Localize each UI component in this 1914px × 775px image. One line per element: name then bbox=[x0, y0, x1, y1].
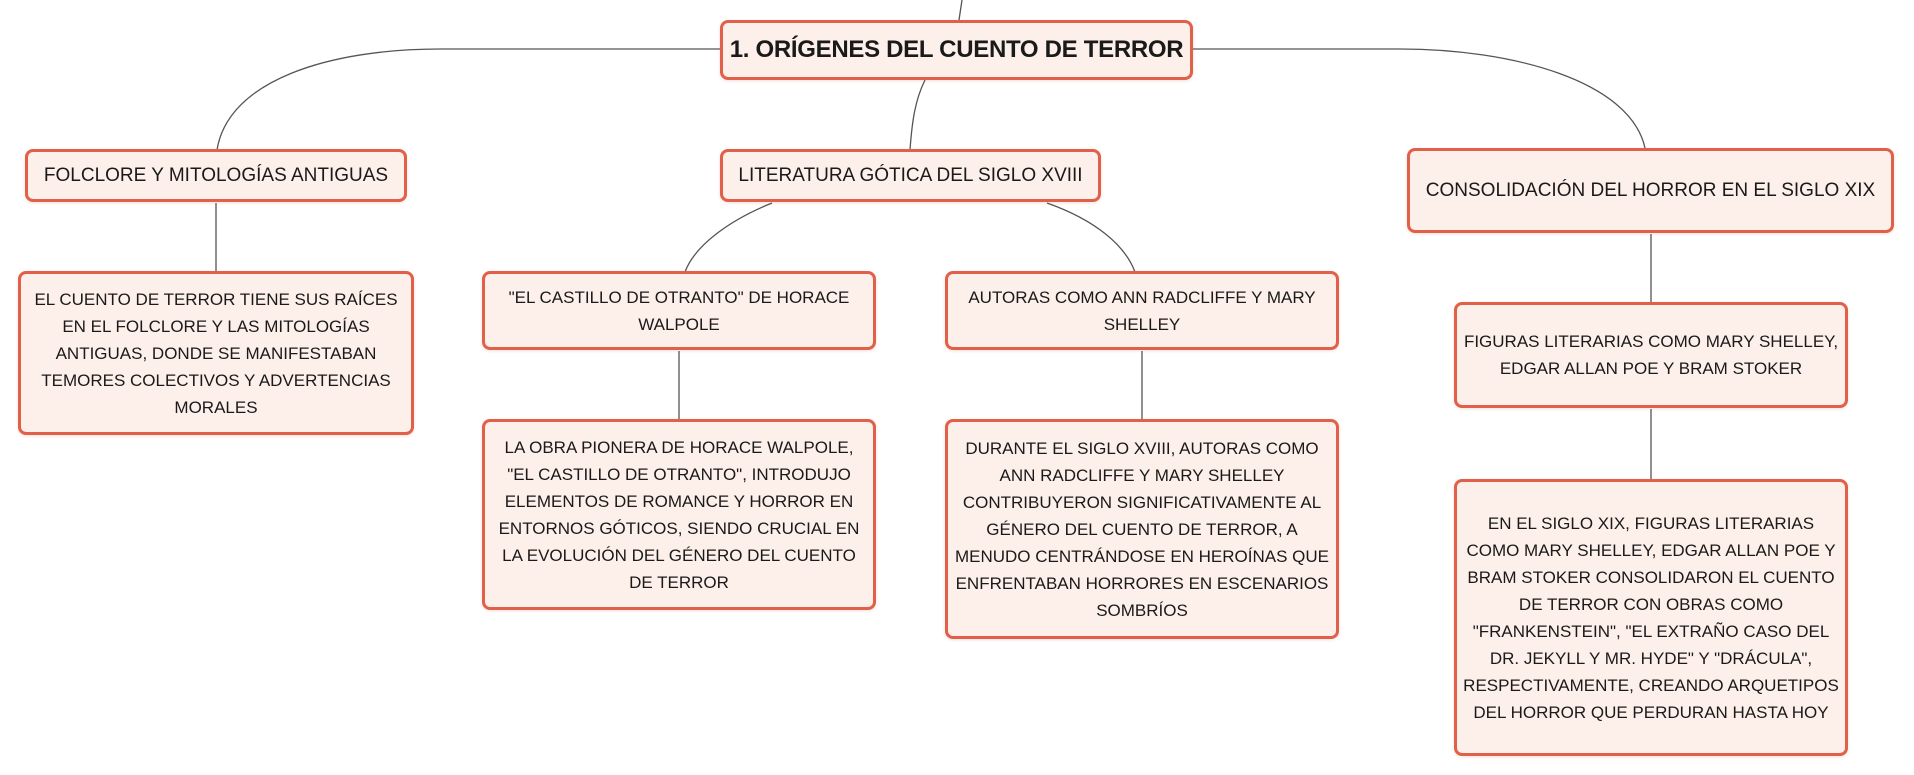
subtopic-node-label: FIGURAS LITERARIAS COMO MARY SHELLEY, EDGAR ALLAN POE Y BRAM STOKER bbox=[1463, 332, 1839, 378]
topic-node-label: FOLCLORE Y MITOLOGÍAS ANTIGUAS bbox=[43, 164, 389, 186]
topic-node-folclore[interactable] bbox=[25, 149, 407, 202]
detail-node-text: EL CUENTO DE TERROR TIENE SUS RAÍCES EN EL FOLCLORE Y LAS MITOLOGÍAS ANTIGUAS, DONDE SE MANIFESTABAN TEMORES COLECTIVOS Y ADVERTENCIAS MORALES bbox=[34, 289, 398, 417]
subtopic-node-otranto[interactable] bbox=[482, 271, 876, 350]
detail-node-text: EN EL SIGLO XIX, FIGURAS LITERARIAS COMO MARY SHELLEY, EDGAR ALLAN POE Y BRAM STOKER CONSOLIDARON EL CUENTO DE TERROR CON OBRAS COMO "FRANKENSTEIN", "EL EXTRAÑO CASO DEL DR. JEKYLL Y MR. HYDE" Y "DRÁCULA", RESPECTIVAMENTE, CREANDO ARQUETIPOS DEL HORROR QUE PERDURAN HASTA HOY bbox=[1463, 513, 1839, 722]
connector-root-to-folclore bbox=[217, 49, 722, 150]
topic-node-label: CONSOLIDACIÓN DEL HORROR EN EL SIGLO XIX bbox=[1425, 179, 1876, 201]
detail-node-text: LA OBRA PIONERA DE HORACE WALPOLE, "EL CASTILLO DE OTRANTO", INTRODUJO ELEMENTOS DE ROMANCE Y HORROR EN ENTORNOS GÓTICOS, SIENDO CRUCIAL EN LA EVOLUCIÓN DEL GÉNERO DEL CUENTO DE TERROR bbox=[498, 437, 860, 592]
root-node[interactable] bbox=[720, 20, 1193, 80]
topic-node-gotica[interactable] bbox=[720, 149, 1101, 202]
subtopic-node-autoras[interactable] bbox=[945, 271, 1339, 350]
connector-root-to-consolidacion bbox=[1192, 49, 1645, 148]
subtopic-node-label: "EL CASTILLO DE OTRANTO" DE HORACE WALPOLE bbox=[508, 287, 850, 334]
detail-node-otranto[interactable] bbox=[482, 419, 876, 610]
connector-gotica-to-autoras bbox=[1047, 203, 1135, 272]
subtopic-node-label: AUTORAS COMO ANN RADCLIFFE Y MARY SHELLEY bbox=[968, 287, 1316, 334]
subtopic-node-figuras[interactable] bbox=[1454, 302, 1848, 408]
detail-node-folclore[interactable] bbox=[18, 271, 414, 435]
topic-node-consolidacion[interactable] bbox=[1407, 148, 1894, 233]
root-node-label: 1. ORÍGENES DEL CUENTO DE TERROR bbox=[729, 36, 1184, 63]
connector-root-to-gotica bbox=[910, 80, 925, 150]
detail-node-autoras[interactable] bbox=[945, 419, 1339, 639]
topic-node-label: LITERATURA GÓTICA DEL SIGLO XVIII bbox=[738, 164, 1083, 186]
connector-gotica-to-otranto bbox=[685, 203, 772, 272]
detail-node-text: DURANTE EL SIGLO XVIII, AUTORAS COMO ANN RADCLIFFE Y MARY SHELLEY CONTRIBUYERON SIGNIFICATIVAMENTE AL GÉNERO DEL CUENTO DE TERROR, A MENUDO CENTRÁNDOSE EN HEROÍNAS QUE ENFRENTABAN HORRORES EN ESCENARIOS SOMBRÍOS bbox=[954, 438, 1330, 620]
detail-node-consolidacion[interactable] bbox=[1454, 479, 1848, 756]
connector-parent-to-root bbox=[959, 0, 962, 20]
